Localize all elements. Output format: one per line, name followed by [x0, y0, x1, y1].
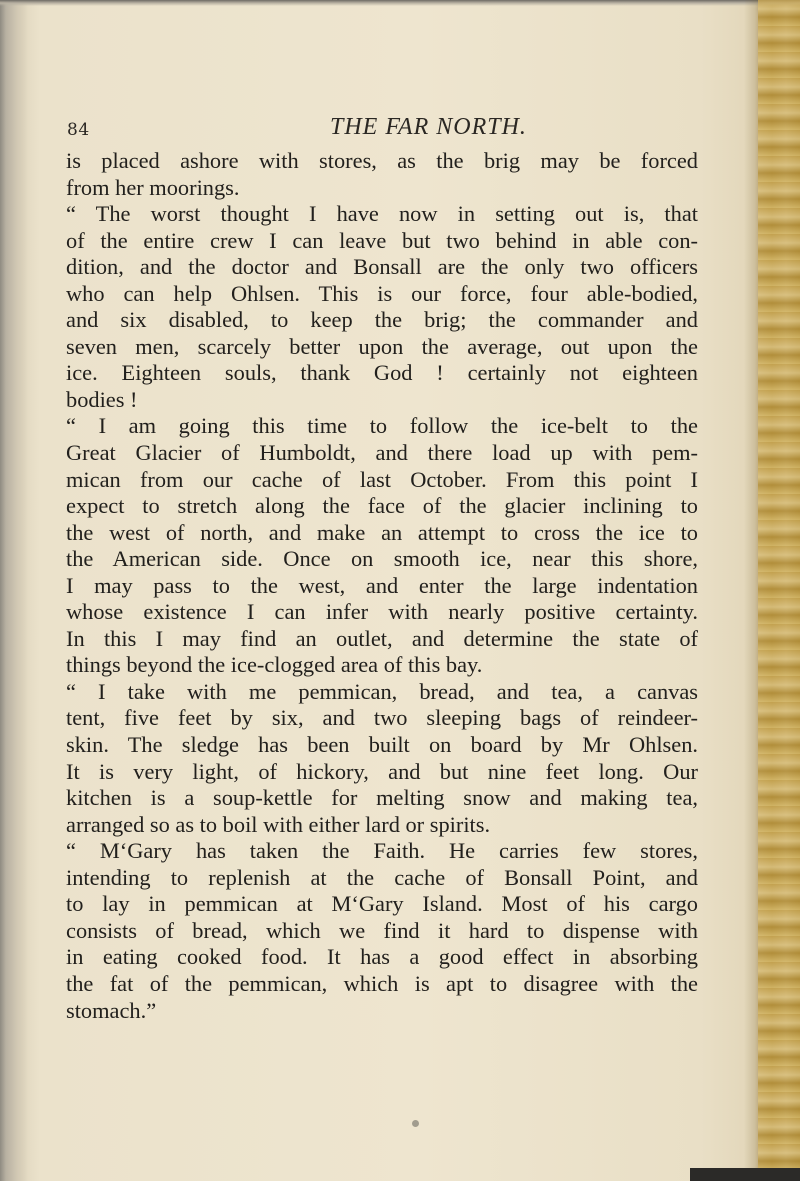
text-line: the fat of the pemmican, which is apt to disagree with the: [66, 970, 698, 996]
text-line: is placed ashore with stores, as the brig may be forced: [66, 148, 698, 173]
text-line: arranged so as to boil with either lard or spirits.: [66, 811, 491, 837]
text-line: In this I may find an outlet, and determine the state of: [66, 625, 698, 651]
text-line: bodies !: [66, 386, 138, 412]
text-line: intending to replenish at the cache of Bonsall Point, and: [66, 864, 698, 890]
text-line: stomach.”: [66, 997, 157, 1023]
text-line: expect to stretch along the face of the glacier inclining to: [66, 493, 698, 519]
text-line: consists of bread, which we find it hard to dispense with: [66, 917, 698, 943]
text-line: ice. Eighteen souls, thank God ! certainly not eighteen: [66, 360, 698, 386]
text-line: the American side. Once on smooth ice, near this shore,: [66, 546, 698, 572]
text-line: to lay in pemmican at M‘Gary Island. Most of his cargo: [66, 891, 698, 917]
text-line: from her moorings.: [66, 174, 240, 200]
bottom-edge-mark: [690, 1168, 800, 1181]
text-line: Great Glacier of Humboldt, and there load up with pem-: [66, 440, 698, 466]
text-line: mican from our cache of last October. From this point I: [66, 466, 698, 492]
text-line: who can help Ohlsen. This is our force, four able-bodied,: [66, 280, 698, 306]
text-line: skin. The sledge has been built on board by Mr Ohlsen.: [66, 732, 698, 758]
text-line: things beyond the ice-clogged area of this bay.: [66, 652, 483, 678]
text-line: and six disabled, to keep the brig; the commander and: [66, 307, 698, 333]
text-line: seven men, scarcely better upon the average, out upon the: [66, 333, 698, 359]
text-line: whose existence I can infer with nearly positive certainty.: [66, 599, 698, 625]
top-edge: [0, 0, 800, 6]
text-line: “ M‘Gary has taken the Faith. He carries few stores,: [66, 838, 698, 864]
running-head: THE FAR NORTH.: [330, 114, 527, 140]
page-header: [0, 114, 700, 144]
text-line: “ I take with me pemmican, bread, and tea, a canvas: [66, 678, 698, 704]
page-edge-shadow: [744, 0, 758, 1181]
ink-smudge: [412, 1120, 419, 1127]
body-text: [66, 148, 698, 1024]
gilt-page-edge: [758, 0, 800, 1181]
text-line: I may pass to the west, and enter the large indentation: [66, 572, 698, 598]
text-line: It is very light, of hickory, and but nine feet long. Our: [66, 758, 698, 784]
text-line: the west of north, and make an attempt to cross the ice to: [66, 519, 698, 545]
text-line: dition, and the doctor and Bonsall are the only two officers: [66, 254, 698, 280]
text-line: of the entire crew I can leave but two behind in able con-: [66, 227, 698, 253]
page-gutter-shadow: [0, 0, 28, 1181]
text-line: in eating cooked food. It has a good effect in absorbing: [66, 944, 698, 970]
text-line: “ The worst thought I have now in setting out is, that: [66, 201, 698, 227]
page-number: 84: [67, 120, 90, 140]
text-line: “ I am going this time to follow the ice-belt to the: [66, 413, 698, 439]
text-line: kitchen is a soup-kettle for melting snow and making tea,: [66, 785, 698, 811]
text-line: tent, five feet by six, and two sleeping bags of reindeer-: [66, 705, 698, 731]
